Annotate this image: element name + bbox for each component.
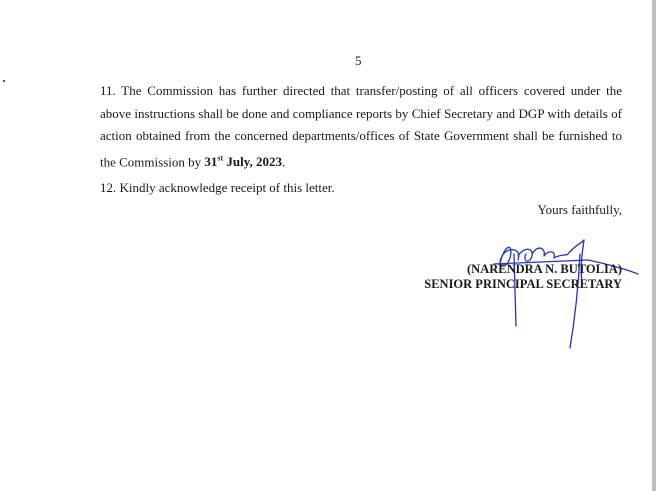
page-number: 5 [355,53,362,68]
deadline-date: 31st July, 2023 [204,153,283,169]
signatory-name: (NARENDRA N. BUTOLIA) [467,262,622,276]
paragraph-12: 12. Kindly acknowledge receipt of this letter. [100,180,335,195]
paragraph-11: 11. The Commission has further directed that transfer/posting of all officers covered under the above instructions shall be done and compliance reports by Chief Secretary and DGP with details of action obtained from the concerned departments/offices of State Government shall be furnished to the Commission by 31st July, 2023. [100,83,622,169]
paragraph-11-text: 11. The Commission has further directed that transfer/posting of all officers covered under the above instructions shall be done and compliance reports by Chief Secretary and DGP with details of action obtained from the concerned departments/offices of State Government shall be furnished to the Commission by [100,83,622,169]
closing-salutation: Yours faithfully, [537,202,622,217]
signatory-title: SENIOR PRINCIPAL SECRETARY [424,277,622,291]
handwritten-signature [488,234,648,354]
scan-speck [3,80,5,82]
